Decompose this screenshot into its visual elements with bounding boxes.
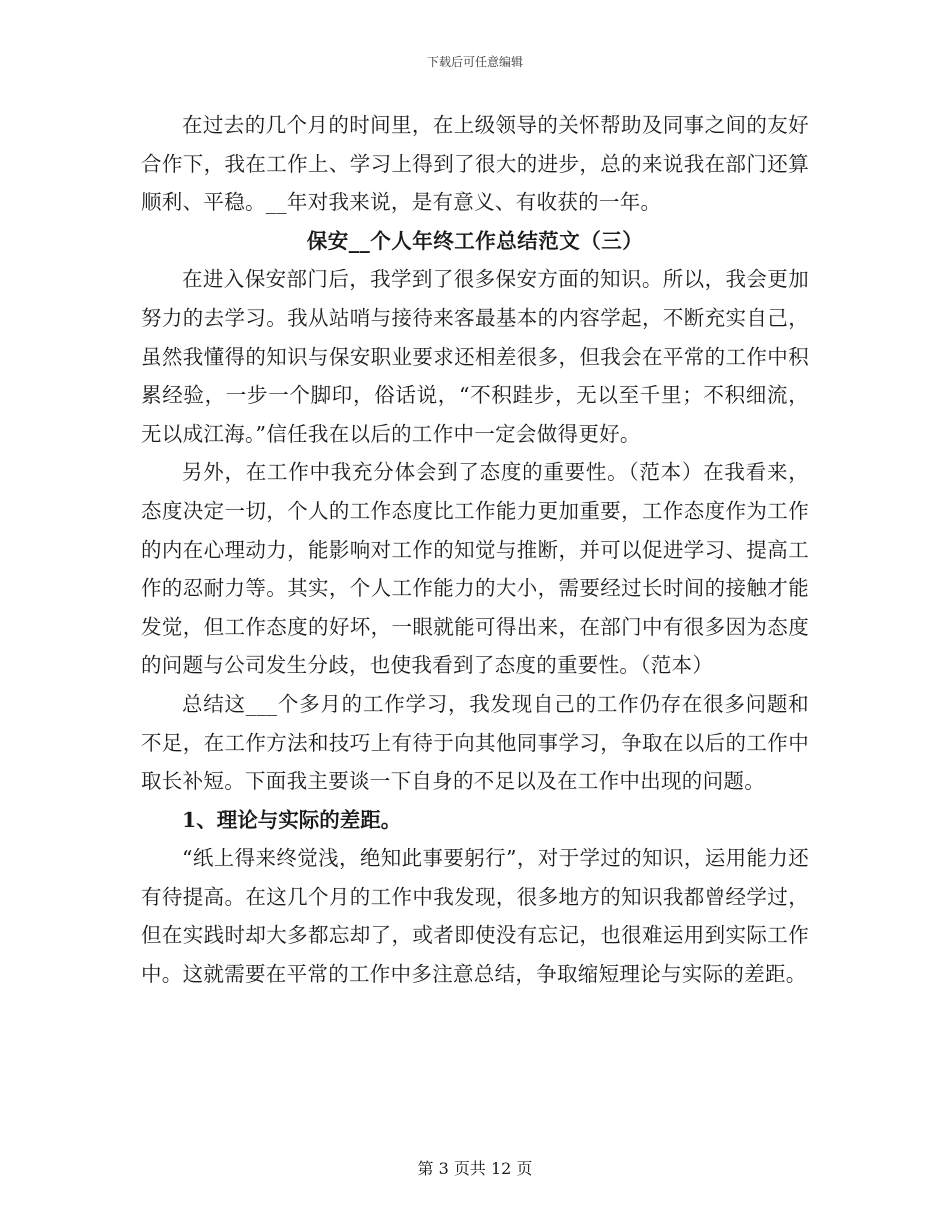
paragraph-learning: 在进入保安部门后，我学到了很多保安方面的知识。所以，我会更加努力的去学习。我从站哨与接待来客最基本的内容学起，不断充实自己，虽然我懂得的知识与保安职业要求还相差很多，但我会在平常的工作中积累经验，一步一个脚印，俗话说，“不积跬步，无以至千里；不积细流，无以成江海。”信任我在以后的工作中一定会做得更好。 xyxy=(141,267,809,446)
page-header: 下载后可任意编辑 xyxy=(426,55,523,69)
document-body xyxy=(141,106,809,994)
paragraph-theory-practice: “纸上得来终觉浅，绝知此事要躬行”，对于学过的知识，运用能力还有待提高。在这几个月的工作中我发现，很多地方的知识我都曾经学过，但在实践时却大多都忘却了，或者即使没有忘记，也很难运用到实际工作中。这就需要在平常的工作中多注意总结，争取缩短理论与实际的差距。 xyxy=(141,846,809,987)
section-title: 保安__个人年终工作总结范文（三） xyxy=(306,228,644,253)
paragraph-attitude: 另外，在工作中我充分体会到了态度的重要性。（范本）在我看来，态度决定一切，个人的工作态度比工作能力更加重要，工作态度作为工作的内在心理动力，能影响对工作的知觉与推断，并可以促进学习、提高工作的忍耐力等。其实，个人工作能力的大小，需要经过长时间的接触才能发觉，但工作态度的好坏，一眼就能可得出来，在部门中有很多因为态度的问题与公司发生分歧，也使我看到了态度的重要性。（范本） xyxy=(141,460,809,678)
subheading-theory-practice: 1、理论与实际的差距。 xyxy=(182,807,402,832)
page-number: 第 3 页共 12 页 xyxy=(417,1159,533,1178)
paragraph-summary: 总结这___个多月的工作学习，我发现自己的工作仍存在很多问题和不足，在工作方法和技巧上有待于向其他同事学习，争取在以后的工作中取长补短。下面我主要谈一下自身的不足以及在工作中出现的问题。 xyxy=(141,691,809,794)
paragraph-intro: 在过去的几个月的时间里，在上级领导的关怀帮助及同事之间的友好合作下，我在工作上、学习上得到了很大的进步，总的来说我在部门还算顺利、平稳。__年对我来说，是有意义、有收获的一年。 xyxy=(141,113,809,215)
